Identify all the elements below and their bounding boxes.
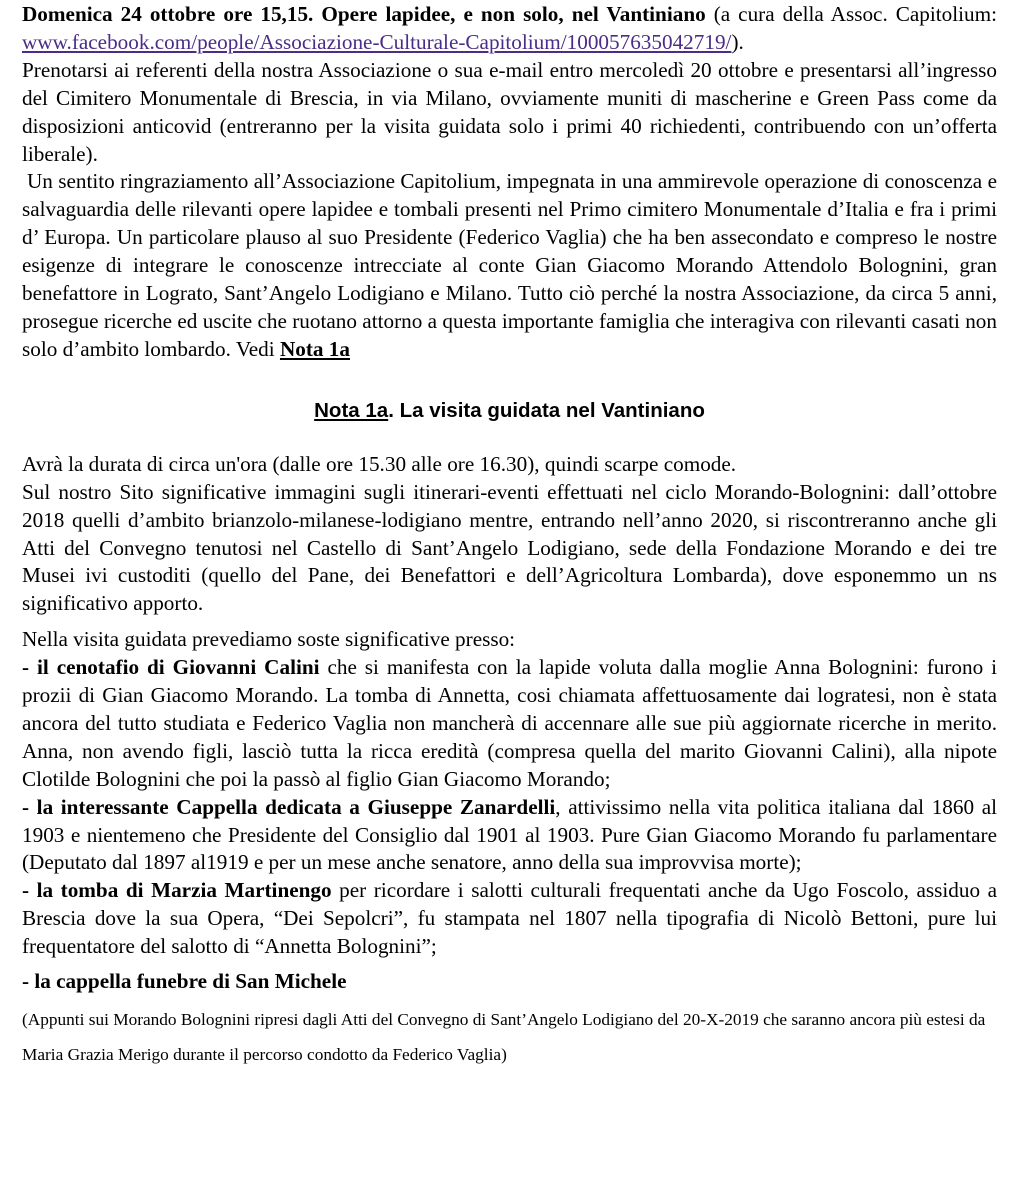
site-paragraph: Sul nostro Sito significative immagini sugli itinerari-eventi effettuati nel ciclo Morando-Bolognini: dall’ottobre 2018 quelli d’ambito brianzolo-milanese-lodigiano mentre, entrando nell’anno 2020, si riscontreranno anche gli Atti del Convegno tenutosi nel Castello di Sant’Angelo Lodigiano, sede della Fondazione Morando e dei tre Musei ivi custoditi (quello del Pane, dei Benefattori e dell’Agricoltura Lombarda), dove esponemmo un ns significativo apporto. — [22, 479, 997, 616]
stop-item-title: - la tomba di Marzia Martinengo — [22, 878, 332, 903]
event-paragraph — [22, 1, 997, 57]
stop-item-title: - il cenotafio di Giovanni Calini — [22, 655, 320, 680]
note-1a-reference[interactable]: Nota 1a — [279, 336, 350, 361]
event-curated-by: (a cura della Assoc. Capitolium: — [705, 2, 997, 26]
note-1a-title-ref: Nota 1a — [314, 398, 389, 422]
note-1a-title-text: . La visita guidata nel Vantiniano — [388, 398, 705, 422]
stop-item — [22, 968, 997, 996]
stops-intro: Nella visita guidata prevediamo soste significative presso: — [22, 627, 516, 652]
footnote: (Appunti sui Morando Bolognini ripresi dagli Atti del Convegno di Sant’Angelo Lodigiano del 20-X-2019 che saranno ancora più estesi da Maria Grazia Merigo durante il percorso condotto da Federico Vaglia) — [22, 1010, 986, 1064]
document-page — [22, 0, 997, 1072]
note-1a-title — [22, 396, 997, 426]
stop-item — [22, 654, 997, 794]
event-heading: Domenica 24 ottobre ore 15,15. Opere lapidee, e non solo, nel Vantiniano — [22, 2, 706, 26]
stop-item-title: - la interessante Cappella dedicata a Giuseppe Zanardelli — [22, 794, 556, 819]
stop-item-text: , attivissimo nella vita politica italiana dal 1860 al 1903 e nientemeno che Presidente del Consiglio dal 1901 al 1903. Pure Gian Giacomo Morando fu parlamentare (Deputato dal 1897 al1919 e per un mese anche senatore, anno della sua improvvisa morte); — [22, 794, 997, 875]
thanks-paragraph — [22, 168, 997, 363]
stop-item-title: - la cappella funebre di San Michele — [22, 969, 347, 994]
thanks-text: Un sentito ringraziamento all’Associazione Capitolium, impegnata in una ammirevole operazione di conoscenza e salvaguardia delle rilevanti opere lapidee e tombali presenti nel Primo cimitero Monumentale d’Italia e fra i primi d’ Europa. Un particolare plauso al suo Presidente (Federico Vaglia) che ha ben assecondato e compreso le nostre esigenze di integrare le conoscenze intrecciate al conte Gian Giacomo Morando Attendolo Bolognini, gran benefattore in Lograto, Sant’Angelo Lodigiano e Milano. Tutto ciò perché la nostra Associazione, da circa 5 anni, prosegue ricerche ed uscite che ruotano attorno a questa importante famiglia che interagiva con rilevanti casati non solo d’ambito lombardo. Vedi — [22, 169, 997, 361]
stop-item — [22, 794, 997, 878]
stop-item — [22, 877, 997, 961]
booking-paragraph: Prenotarsi ai referenti della nostra Associazione o sua e-mail entro mercoledì 20 ottobre e presentarsi all’ingresso del Cimitero Monumentale di Brescia, in via Milano, ovviamente muniti di mascherine e Green Pass come da disposizioni anticovid (entreranno per la visita guidata solo i primi 40 richiedenti, contribuendo con un’offerta liberale). — [22, 57, 997, 166]
stop-item-text: che si manifesta con la lapide voluta dalla moglie Anna Bolognini: furono i prozii di Gian Giacomo Morando. La tomba di Annetta, cosi chiamata affettuosamente dai logratesi, non è stata ancora del tutto studiata e Federico Vaglia non mancherà di accennare alle sue più aggiornate ricerche in merito. Anna, non avendo figli, lasciò tutta la ricca eredità (compresa quella del marito Giovanni Calini), alla nipote Clotilde Bolognini che poi la passò al figlio Gian Giacomo Morando; — [22, 655, 998, 791]
capitolium-facebook-link[interactable]: www.facebook.com/people/Associazione-Culturale-Capitolium/100057635042719/ — [22, 29, 732, 54]
stop-item-text: per ricordare i salotti culturali frequentati anche da Ugo Foscolo, assiduo a Brescia dove la sua Opera, “Dei Sepolcri”, fu stampata nel 1807 nella tipografia di Nicolò Bettoni, pure lui frequentatore del salotto di “Annetta Bolognini”; — [22, 878, 997, 959]
duration-paragraph: Avrà la durata di circa un'ora (dalle ore 15.30 alle ore 16.30), quindi scarpe comode. — [22, 451, 737, 476]
event-link-close: ). — [731, 29, 744, 54]
